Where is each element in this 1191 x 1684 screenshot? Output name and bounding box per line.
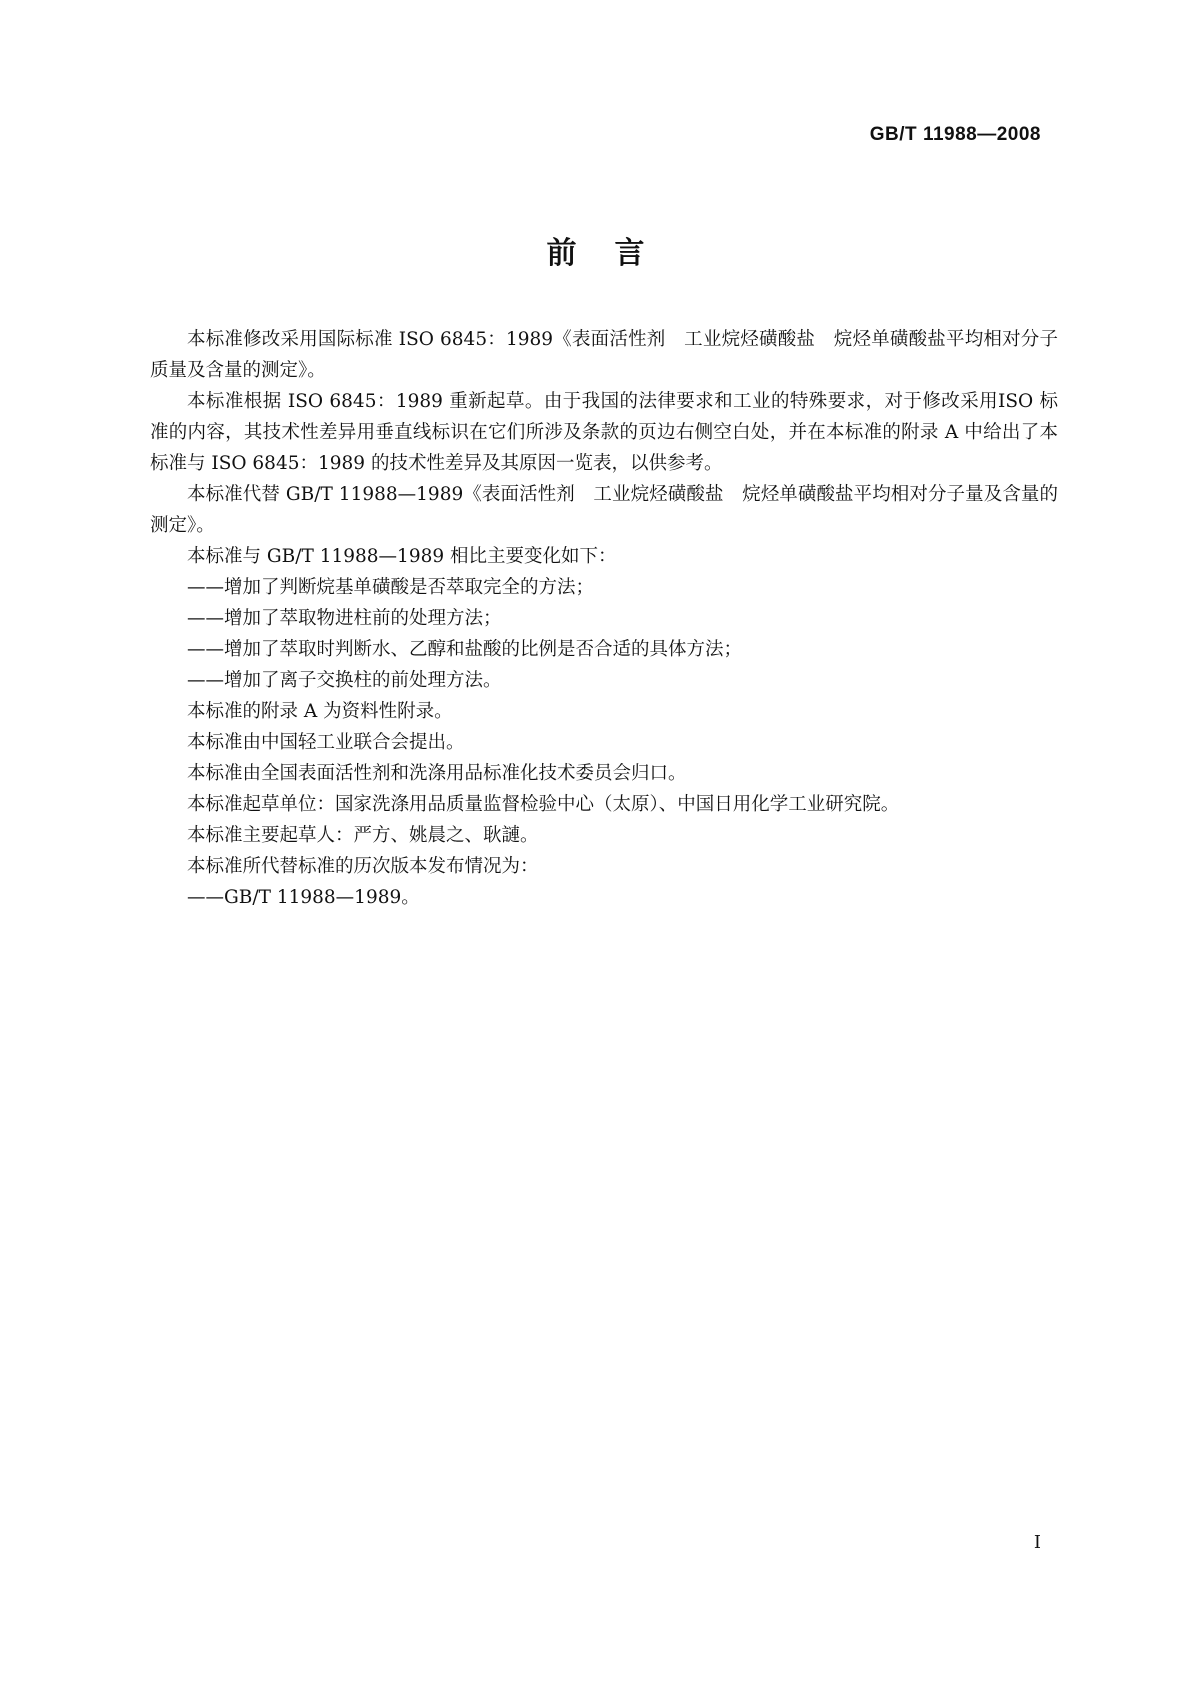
list-item: ——增加了判断烷基单磺酸是否萃取完全的方法； xyxy=(187,577,595,598)
paragraph-annex: 本标准的附录 A 为资料性附录。 xyxy=(187,701,453,722)
paragraph-proposer: 本标准由中国轻工业联合会提出。 xyxy=(187,732,465,753)
list-item: ——增加了萃取时判断水、乙醇和盐酸的比例是否合适的具体方法； xyxy=(187,639,743,660)
paragraph-replacement: 本标准代替 GB/T 11988—1989《表面活性剂 工业烷烃磺酸盐 烷烃单磺酸盐平均相对分子量及含量的测定》。 xyxy=(150,484,1058,536)
paragraph-changes-intro: 本标准与 GB/T 11988—1989 相比主要变化如下： xyxy=(187,546,617,567)
list-item: ——GB/T 11988—1989。 xyxy=(187,887,420,908)
paragraph-committee: 本标准由全国表面活性剂和洗涤用品标准化技术委员会归口。 xyxy=(187,763,687,784)
page-title: 前言 xyxy=(546,236,683,271)
foreword-body xyxy=(150,324,1058,913)
page-number: I xyxy=(1033,1532,1041,1553)
standard-code: GB/T 11988—2008 xyxy=(869,124,1041,145)
paragraph-adoption: 本标准修改采用国际标准 ISO 6845：1989《表面活性剂 工业烷烃磺酸盐 烷烃单磺酸盐平均相对分子质量及含量的测定》。 xyxy=(150,329,1058,381)
paragraph-history-intro: 本标准所代替标准的历次版本发布情况为： xyxy=(187,856,539,877)
paragraph-drafters: 本标准主要起草人：严方、姚晨之、耿謰。 xyxy=(187,825,539,846)
list-item: ——增加了萃取物进柱前的处理方法； xyxy=(187,608,502,629)
paragraph-drafting-units: 本标准起草单位：国家洗涤用品质量监督检验中心（太原）、中国日用化学工业研究院。 xyxy=(187,794,900,815)
list-item: ——增加了离子交换柱的前处理方法。 xyxy=(187,670,502,691)
paragraph-drafting-basis: 本标准根据 ISO 6845：1989 重新起草。由于我国的法律要求和工业的特殊要求，对于修改采用ISO 标准的内容，其技术性差异用垂直线标识在它们所涉及条款的页边右侧空白处，并在本标准的附录 A 中给出了本标准与 ISO 6845：1989 的技术性差异及其原因一览表，以供参考。 xyxy=(150,391,1058,474)
